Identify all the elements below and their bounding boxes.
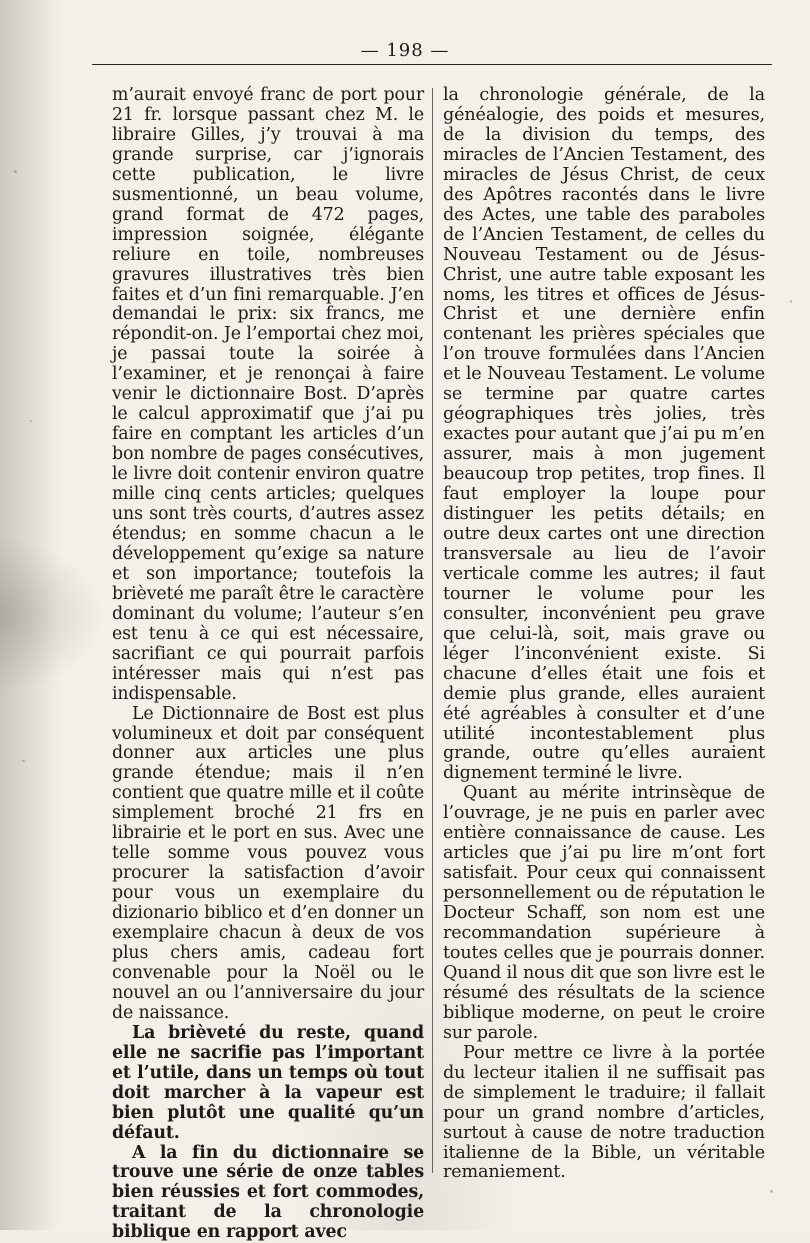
- column-separator: [432, 88, 433, 1173]
- paragraph: Le Dictionnaire de Bost est plus volumineux et doit par conséquent donner aux articles une plus grande étendue; mais il n’en contient que quatre mille et il coûte simplement broché 21 frs en librairie et le port en sus. Avec une telle somme vous pouvez vous procurer la satisfaction d’avoir pour vous un exemplaire du dizionario biblico et d’en donner un exemplaire chacun à deux de vos plus chers amis, cadeau fort convenable pour la Noël ou le nouvel an ou l’anniversaire du jour de naissance.: [112, 703, 424, 1023]
- paragraph: Pour mettre ce livre à la portée du lecteur italien il ne suffisait pas de simplement le traduire; il fallait pour un grand nombre d’articles, surtout à cause de notre traduction italienne de la Bible, un véritable remaniement.: [443, 1042, 765, 1183]
- paragraph: La brièveté du reste, quand elle ne sacrifie pas l’important et l’utile, dans un temps où tout doit marcher à la vapeur est bien plutôt une qualité qu’un défaut.: [112, 1022, 424, 1143]
- scan-speck: [14, 170, 17, 173]
- right-column: [443, 86, 765, 1183]
- paragraph: A la fin du dictionnaire se trouve une série de onze tables bien réussies et fort commodes, traitant de la chronologie biblique en rapport avec: [112, 1142, 424, 1243]
- scan-speck: [30, 420, 32, 422]
- paragraph: m’aurait envoyé franc de port pour 21 fr. lorsque passant chez M. le libraire Gilles, j’y trouvai à ma grande surprise, car j’ignorais cette publication, le livre susmentionné, un beau volume, grand format de 472 pages, impression soignée, élégante reliure en toile, nombreuses gravures illustratives très bien faites et d’un fini remarquable. J’en demandai le prix: six francs, me répondit-on. Je l’emportai chez moi, je passai toute la soirée à l’examiner, et je renonçai à faire venir le dictionnaire Bost. D’après le calcul approximatif que j’ai pu faire en comptant les articles d’un bon nombre de pages consécutives, le livre doit contenir environ quatre mille cinq cents articles; quelques uns sont très courts, d’autres assez étendus; en somme chacun a le développement qu’exige sa nature et son importance; toutefois la brièveté me paraît être le caractère dominant du volume; l’auteur s’en est tenu à ce qui est nécessaire, sacrifiant ce qui pourrait parfois intéresser mais qui n’est pas indispensable.: [112, 85, 424, 704]
- scan-speck: [22, 760, 25, 762]
- header-rule: [92, 64, 772, 65]
- scan-speck: [770, 1190, 773, 1193]
- page-edge-shadow: [0, 0, 60, 1230]
- left-column: [112, 86, 424, 1243]
- paragraph: la chronologie générale, de la généalogie, des poids et mesures, de la division du temps, des miracles de l’Ancien Testament, des miracles de Jésus Christ, de ceux des Apôtres racontés dans le livre des Actes, une table des paraboles de l’Ancien Testament, de celles du Nouveau Testament ou de Jésus-Christ, une autre table exposant les noms, les titres et offices de Jésus-Christ et une dernière enfin contenant les prières spéciales que l’on trouve formulées dans l’Ancien et le Nouveau Testament. Le volume se termine par quatre cartes géographiques très jolies, très exactes pour autant que j’ai pu m’en assurer, mais à mon jugement beaucoup trop petites, trop fines. Il faut employer la loupe pour distinguer les petits détails; en outre deux cartes ont une direction transversale au lieu de l’avoir verticale comme les autres; il faut tourner le volume pour les consulter, inconvénient peu grave que celui-là, soit, mais grave ou léger l’inconvénient existe. Si chacune d’elles était une fois et demie plus grande, elles auraient été agréables à consulter et d’une utilité incontestablement plus grande, outre qu’elles auraient dignement terminé le livre.: [443, 85, 765, 784]
- scan-speck: [790, 300, 792, 303]
- page-number: — 198 —: [360, 40, 450, 61]
- paragraph: Quant au mérite intrinsèque de l’ouvrage, je ne puis en parler avec entière connaissance de cause. Les articles que j’ai pu lire m’ont fort satisfait. Pour ceux qui connaissent personnellement ou de réputation le Docteur Schaff, son nom est une recommandation supérieure à toutes celles que je pourrais donner. Quand il nous dit que son livre est le résumé des résultats de la science biblique moderne, on peut le croire sur parole.: [443, 783, 765, 1043]
